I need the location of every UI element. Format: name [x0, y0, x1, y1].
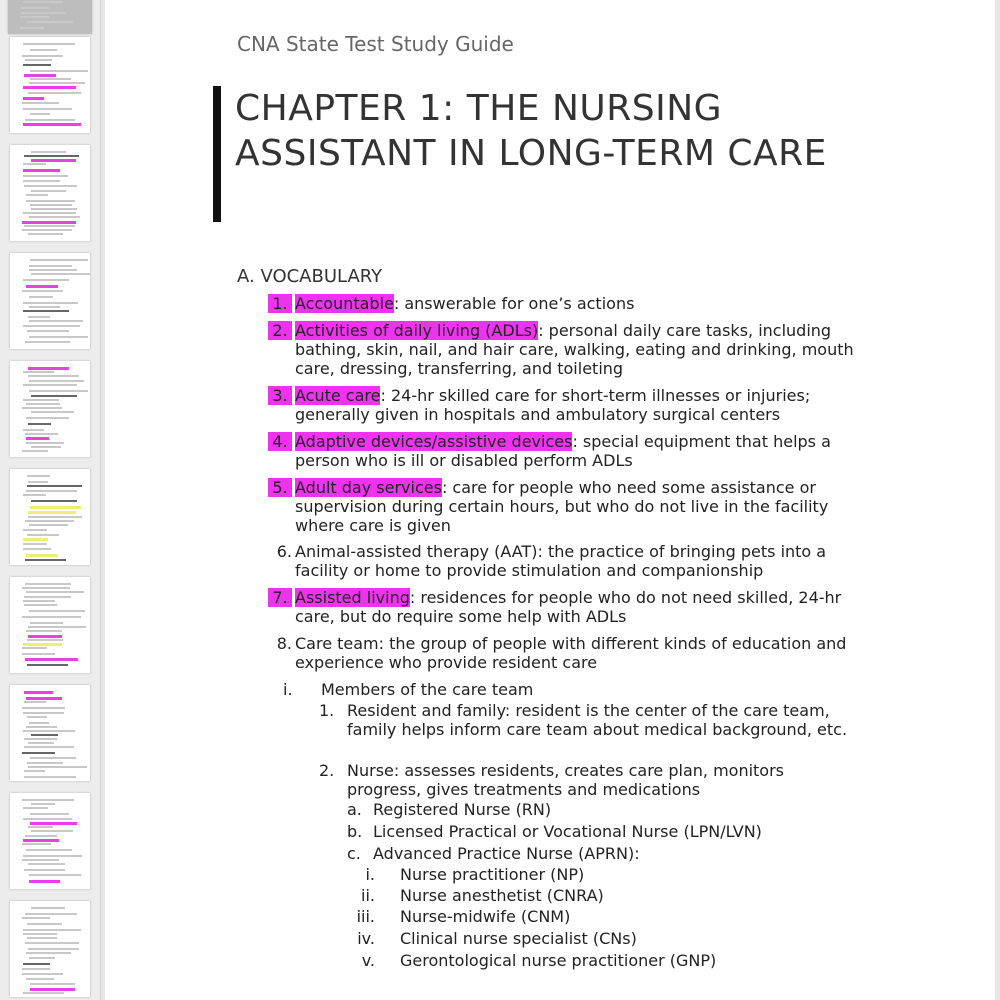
thumbnail-line — [30, 113, 50, 115]
thumbnail-line — [23, 839, 59, 842]
thumbnail-line — [23, 64, 51, 66]
vocab-term: Adaptive devices/assistive devices — [295, 432, 573, 451]
page-thumbnail[interactable] — [8, 0, 92, 34]
thumbnail-line — [22, 653, 55, 655]
vocab-number: 3. — [268, 386, 292, 405]
thumbnail-line — [26, 630, 62, 632]
thumbnail-line — [23, 963, 50, 965]
page-thumbnail[interactable] — [10, 577, 90, 673]
thumbnail-line — [24, 869, 65, 871]
thumbnail-line — [25, 559, 66, 561]
thumbnail-line — [25, 341, 70, 343]
thumbnail-line — [29, 82, 85, 84]
thumbnail-line — [31, 151, 66, 153]
thumbnail-line — [22, 221, 76, 224]
thumbnail-line — [28, 516, 82, 518]
thumbnail-line — [29, 320, 83, 322]
vocab-definition: : answerable for one’s actions — [393, 294, 635, 313]
vocab-term: Acute care — [295, 386, 381, 405]
thumbnail-line — [29, 336, 88, 338]
thumbnail-line — [23, 399, 59, 401]
thumbnail-line — [26, 697, 62, 700]
thumbnail-line — [24, 604, 57, 606]
aprn-type-text: Gerontological nurse practitioner (GNP) — [400, 951, 717, 970]
thumbnail-line — [31, 208, 77, 210]
page-thumbnail[interactable] — [10, 361, 90, 457]
thumbnail-line — [27, 475, 50, 477]
list-number: 2. — [319, 761, 335, 780]
thumbnail-line — [22, 707, 65, 709]
thumbnail-line — [28, 367, 69, 370]
thumbnail-line — [23, 992, 64, 994]
thumbnail-line — [23, 325, 80, 327]
thumbnail-line — [30, 813, 69, 815]
thumbnail-line — [23, 730, 75, 732]
thumbnail-line — [23, 43, 75, 45]
list-number: i. — [365, 865, 375, 884]
thumbnail-line — [27, 762, 63, 764]
thumbnail-line — [25, 59, 52, 61]
vocab-number: 8. — [276, 634, 292, 653]
list-number: 1. — [319, 701, 335, 720]
nurse-type-text: Advanced Practice Nurse (APRN): — [373, 844, 640, 863]
thumbnail-line — [30, 506, 81, 509]
thumbnail-line — [26, 849, 72, 851]
thumbnail-line — [22, 229, 72, 231]
thumbnail-line — [25, 520, 74, 522]
thumbnail-line — [23, 279, 69, 281]
thumbnail-line — [27, 923, 62, 925]
page-thumbnail[interactable] — [10, 901, 90, 997]
thumbnail-line — [30, 983, 75, 985]
thumbnail-line — [23, 97, 44, 100]
thumbnail-line — [28, 863, 65, 865]
thumbnail-line — [23, 643, 62, 646]
thumbnail-line — [26, 978, 54, 980]
vocab-number: 7. — [268, 588, 292, 607]
thumbnail-line — [27, 716, 47, 718]
thumbnail-line — [22, 799, 74, 801]
thumbnail-line — [23, 538, 48, 541]
thumbnail-line — [28, 511, 76, 514]
section-heading: A. VOCABULARY — [237, 266, 383, 287]
thumbnail-line — [26, 285, 58, 288]
thumbnail-line — [23, 494, 46, 496]
thumbnail-line — [24, 74, 56, 77]
vocab-number: 4. — [268, 432, 292, 451]
thumbnail-line — [26, 591, 84, 593]
thumbnail-line — [28, 826, 53, 828]
thumbnail-line — [24, 225, 75, 227]
thumbnail-line — [31, 190, 66, 192]
thumbnail-line — [28, 316, 50, 318]
thumbnail-line — [27, 937, 57, 939]
thumbnail-line — [29, 296, 53, 298]
chapter-accent-bar — [213, 86, 221, 222]
thumbnail-line — [30, 622, 63, 624]
thumbnail-line — [22, 616, 81, 618]
thumbnail-line — [23, 929, 81, 931]
vocab-number: 1. — [268, 294, 292, 313]
thumbnail-line — [27, 664, 68, 666]
page-thumbnail[interactable] — [10, 145, 90, 241]
thumbnail-line — [22, 752, 55, 754]
thumbnail-line — [30, 822, 77, 825]
thumbnail-line — [24, 596, 71, 598]
thumbnail-line — [29, 874, 81, 876]
thumbnail-line — [29, 306, 60, 308]
thumbnail-line — [28, 92, 81, 94]
thumbnail-line — [29, 722, 49, 724]
list-number: i. — [283, 680, 293, 699]
thumbnail-line — [23, 371, 54, 373]
thumbnail-line — [24, 746, 74, 748]
thumbnail-line — [31, 159, 76, 162]
thumbnail-line — [27, 534, 59, 536]
thumbnail-line — [24, 770, 45, 772]
thumbnail-line — [27, 639, 63, 641]
page-thumbnail-sidebar[interactable] — [0, 0, 101, 1000]
thumbnail-line — [26, 403, 60, 405]
thumbnail-line — [25, 119, 75, 121]
vocab-text: Animal-assisted therapy (AAT): the practice of bringing pets into a facility or home to provide stimulation and companionship — [295, 542, 827, 580]
list-number: b. — [347, 822, 363, 841]
thumbnail-line — [22, 917, 50, 919]
thumbnail-line — [25, 433, 58, 435]
thumbnail-line — [21, 7, 49, 9]
vocab-term: Activities of daily living (ADLs) — [295, 321, 539, 340]
thumbnail-line — [28, 635, 62, 638]
thumbnail-line — [26, 194, 48, 196]
page-thumbnail[interactable] — [10, 685, 90, 781]
thumbnail-line — [23, 212, 76, 214]
thumbnail-line — [25, 583, 71, 585]
thumbnail-line — [22, 290, 63, 292]
page-thumbnail[interactable] — [10, 253, 90, 349]
thumbnail-line — [23, 384, 77, 386]
thumbnail-line — [26, 417, 69, 419]
list-number: iii. — [356, 907, 375, 926]
aprn-type-text: Nurse practitioner (NP) — [400, 865, 585, 884]
thumbnail-line — [23, 123, 81, 126]
thumbnail-line — [22, 647, 47, 649]
thumbnail-line — [23, 712, 64, 714]
thumbnail-line — [22, 973, 63, 975]
thumbnail-line — [22, 55, 63, 57]
aprn-type-text: Clinical nurse specialist (CNs) — [400, 929, 637, 948]
thumbnail-line — [23, 529, 47, 531]
thumbnail-line — [23, 600, 55, 602]
care-team-member-text: Nurse: assesses residents, creates care plan, monitors progress, gives treatments and medications — [347, 761, 784, 799]
thumbnail-line — [23, 429, 44, 431]
thumbnail-line — [28, 626, 86, 628]
thumbnail-line — [29, 957, 55, 959]
thumbnail-line — [31, 500, 77, 502]
vocab-number: 6. — [276, 542, 292, 561]
chapter-title: CHAPTER 1: THE NURSING ASSISTANT IN LONG-TERM CARE — [235, 88, 827, 174]
thumbnail-line — [28, 742, 54, 744]
thumbnail-line — [23, 933, 57, 935]
thumbnail-line — [25, 835, 57, 837]
list-number: v. — [361, 951, 375, 970]
thumbnail-line — [31, 907, 65, 909]
thumbnail-line — [23, 86, 76, 89]
thumbnail-line — [29, 380, 84, 382]
thumbnail-line — [28, 233, 63, 235]
vocab-definition: : personal daily care tasks, including bathing, skin, nail, and hair care, walking, eating and drinking, mouth care, dressing, transferring, and toileting — [295, 321, 854, 378]
list-number: iv. — [357, 929, 375, 948]
thumbnail-line — [31, 734, 58, 736]
thumbnail-line — [24, 155, 79, 157]
thumbnail-line — [25, 942, 79, 944]
thumbnail-line — [27, 21, 73, 23]
vocab-definition: : residences for people who do not need skilled, 24-hr care, but do require some help with ADLs — [295, 588, 842, 626]
thumbnail-line — [30, 78, 71, 80]
thumbnail-line — [26, 437, 49, 440]
thumbnail-line — [22, 859, 59, 861]
vocab-term: Assisted living — [295, 588, 410, 607]
thumbnail-line — [23, 169, 60, 172]
vocab-term: Accountable — [295, 294, 394, 313]
list-number: a. — [347, 800, 362, 819]
thumbnail-line — [29, 265, 72, 267]
thumbnail-line — [23, 302, 78, 304]
thumbnail-line — [24, 776, 76, 778]
thumbnail-line — [25, 658, 78, 661]
thumbnail-line — [30, 988, 75, 991]
nurse-type-text: Registered Nurse (RN) — [373, 800, 552, 819]
thumbnail-line — [30, 70, 88, 72]
thumbnail-line — [22, 450, 48, 452]
thumbnail-line — [25, 913, 77, 915]
vocab-definition: : special equipment that helps a person who is ill or disabled perform ADLs — [295, 432, 831, 470]
vocab-number: 2. — [268, 321, 292, 340]
thumbnail-line — [30, 204, 72, 206]
list-number: ii. — [361, 886, 375, 905]
thumbnail-line — [23, 175, 68, 177]
thumbnail-line — [23, 310, 69, 312]
thumbnail-line — [21, 12, 66, 14]
page-thumbnail[interactable] — [10, 37, 90, 133]
vocab-text: Care team: the group of people with different kinds of education and experience who provide resident care — [295, 634, 847, 672]
thumbnail-line — [22, 968, 50, 970]
thumbnail-line — [23, 180, 60, 182]
thumbnail-line — [29, 216, 80, 218]
thumbnail-line — [31, 830, 73, 832]
thumbnail-line — [28, 375, 79, 377]
thumbnail-line — [31, 803, 55, 805]
care-team-member-text: Resident and family: resident is the center of the care team, family helps inform care team about medical background, etc. — [347, 701, 848, 739]
thumbnail-line — [30, 49, 57, 51]
aprn-type-text: Nurse-midwife (CNM) — [400, 907, 571, 926]
thumbnail-line — [28, 948, 79, 950]
thumbnail-line — [22, 587, 70, 589]
vocab-definition: : care for people who need some assistance or supervision during certain hours, but who do not live in the facility where care is given — [295, 478, 829, 535]
thumbnail-line — [26, 200, 75, 202]
thumbnail-line — [26, 442, 64, 444]
vocab-term: Adult day services — [295, 478, 442, 497]
vocab-number: 5. — [268, 478, 292, 497]
care-team-label: Members of the care team — [321, 680, 534, 699]
thumbnail-line — [23, 818, 72, 820]
thumbnail-line — [27, 330, 69, 332]
thumbnail-line — [23, 548, 51, 550]
thumbnail-line — [26, 952, 71, 954]
document-page — [105, 0, 995, 1000]
thumbnail-line — [29, 390, 88, 392]
thumbnail-line — [22, 102, 59, 104]
thumbnail-line — [28, 766, 87, 768]
thumbnail-line — [29, 269, 77, 271]
thumbnail-line — [22, 407, 62, 409]
thumbnail-line — [20, 27, 44, 29]
thumbnail-line — [30, 757, 76, 759]
thumbnail-line — [28, 481, 48, 483]
thumbnail-line — [26, 554, 58, 557]
thumbnail-line — [24, 738, 57, 740]
thumbnail-line — [23, 1, 63, 3]
thumbnail-line — [23, 855, 82, 857]
thumbnail-line — [30, 259, 88, 261]
nurse-type-text: Licensed Practical or Vocational Nurse (LPN/LVN) — [373, 822, 762, 841]
document-subtitle: CNA State Test Study Guide — [237, 32, 514, 56]
thumbnail-line — [29, 524, 68, 526]
thumbnail-line — [24, 185, 77, 187]
thumbnail-line — [28, 423, 51, 425]
thumbnail-line — [23, 807, 48, 809]
list-number: c. — [347, 844, 361, 863]
thumbnail-line — [26, 726, 57, 728]
thumbnail-line — [23, 108, 72, 110]
thumbnail-line — [24, 701, 46, 703]
thumbnail-line — [22, 843, 51, 845]
thumbnail-line — [20, 16, 49, 18]
thumbnail-line — [31, 395, 77, 397]
thumbnail-line — [31, 446, 61, 448]
window-edge — [995, 0, 1000, 1000]
thumbnail-line — [29, 610, 85, 612]
page-thumbnail[interactable] — [10, 793, 90, 889]
thumbnail-line — [29, 880, 60, 883]
thumbnail-line — [23, 163, 46, 165]
aprn-type-text: Nurse anesthetist (CNRA) — [400, 886, 604, 905]
thumbnail-line — [23, 543, 47, 545]
thumbnail-line — [31, 273, 90, 275]
thumbnail-line — [31, 411, 74, 413]
thumbnail-line — [26, 490, 77, 492]
thumbnail-line — [27, 485, 82, 487]
vocab-definition: : 24-hr skilled care for short-term illnesses or injuries; generally given in hospitals and ambulatory surgical centers — [295, 386, 811, 424]
page-thumbnail[interactable] — [10, 469, 90, 565]
thumbnail-line — [24, 691, 53, 694]
